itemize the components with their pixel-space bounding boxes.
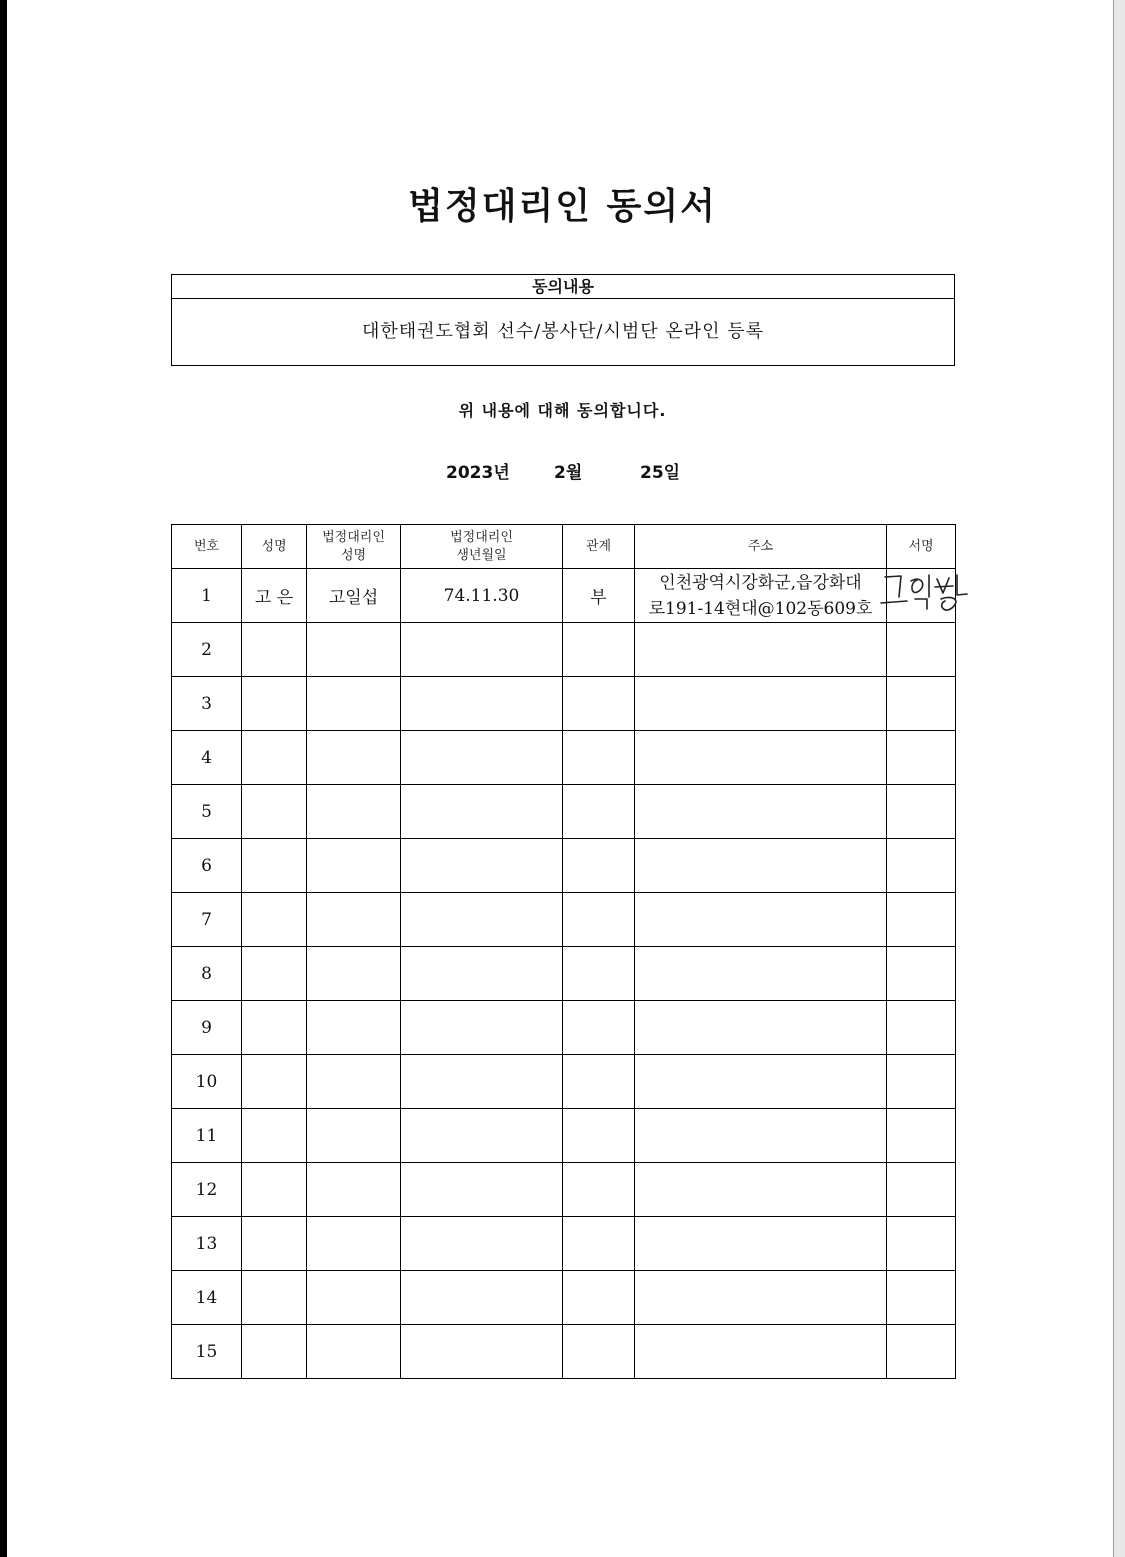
header-relation: 관계: [563, 525, 635, 569]
header-no: 번호: [172, 525, 242, 569]
cell-no: 5: [172, 785, 242, 839]
table-row: [172, 785, 956, 839]
table-row: [172, 569, 956, 623]
left-page-edge: [0, 0, 7, 1557]
table-header-row: [172, 525, 956, 569]
document-title: 법정대리인 동의서: [408, 186, 717, 227]
table-row: [172, 731, 956, 785]
header-guardian-name-line2: 성명: [340, 547, 367, 563]
consent-body: 대한태권도협회 선수/봉사단/시범단 온라인 등록: [361, 321, 765, 342]
cell-no: 7: [172, 893, 242, 947]
cell-no: 6: [172, 839, 242, 893]
header-address: 주소: [635, 525, 887, 569]
table-row: [172, 623, 956, 677]
consent-box: [171, 274, 955, 366]
cell-no: 11: [172, 1109, 242, 1163]
agreement-statement: 위 내용에 대해 동의합니다.: [458, 401, 667, 420]
table-row: [172, 1001, 956, 1055]
header-guardian-birth-line1: 법정대리인: [450, 529, 513, 545]
cell-relation: 부: [563, 569, 635, 623]
table-row: [172, 677, 956, 731]
header-guardian-name-line1: 법정대리인: [322, 529, 385, 545]
table-row: [172, 1217, 956, 1271]
cell-no: 8: [172, 947, 242, 1001]
cell-name: 고 은: [242, 569, 307, 623]
header-guardian-birth: [401, 525, 563, 569]
cell-no: 3: [172, 677, 242, 731]
date-day: 25일: [640, 463, 681, 483]
date-line: [0, 458, 1125, 482]
cell-guardian-name: 고일섭: [307, 569, 401, 623]
cell-signature: [887, 569, 956, 623]
cell-guardian-birth: 74.11.30: [401, 569, 563, 623]
cell-no: 2: [172, 623, 242, 677]
table-row: [172, 947, 956, 1001]
registration-table: [171, 524, 956, 1379]
header-signature: 서명: [887, 525, 956, 569]
right-page-edge: [1114, 0, 1125, 1557]
table-row: [172, 893, 956, 947]
cell-no: 9: [172, 1001, 242, 1055]
consent-heading: 동의내용: [172, 275, 954, 299]
handwritten-signature: [879, 571, 974, 617]
header-name: 성명: [242, 525, 307, 569]
cell-no: 12: [172, 1163, 242, 1217]
table-row: [172, 1109, 956, 1163]
table-row: [172, 1325, 956, 1379]
table-row: [172, 839, 956, 893]
date-month: 2월: [554, 463, 583, 483]
cell-no: 14: [172, 1271, 242, 1325]
address-line2: 로191-14현대@102동609호: [648, 598, 873, 619]
header-guardian-birth-line2: 생년월일: [456, 547, 507, 563]
cell-no: 1: [172, 569, 242, 623]
table-row: [172, 1271, 956, 1325]
table-row: [172, 1163, 956, 1217]
cell-no: 15: [172, 1325, 242, 1379]
cell-no: 4: [172, 731, 242, 785]
cell-address: [635, 569, 887, 623]
table-row: [172, 1055, 956, 1109]
header-guardian-name: [307, 525, 401, 569]
address-line1: 인천광역시강화군,읍강화대: [659, 572, 862, 593]
cell-no: 10: [172, 1055, 242, 1109]
cell-no: 13: [172, 1217, 242, 1271]
date-year: 2023년: [446, 463, 510, 483]
